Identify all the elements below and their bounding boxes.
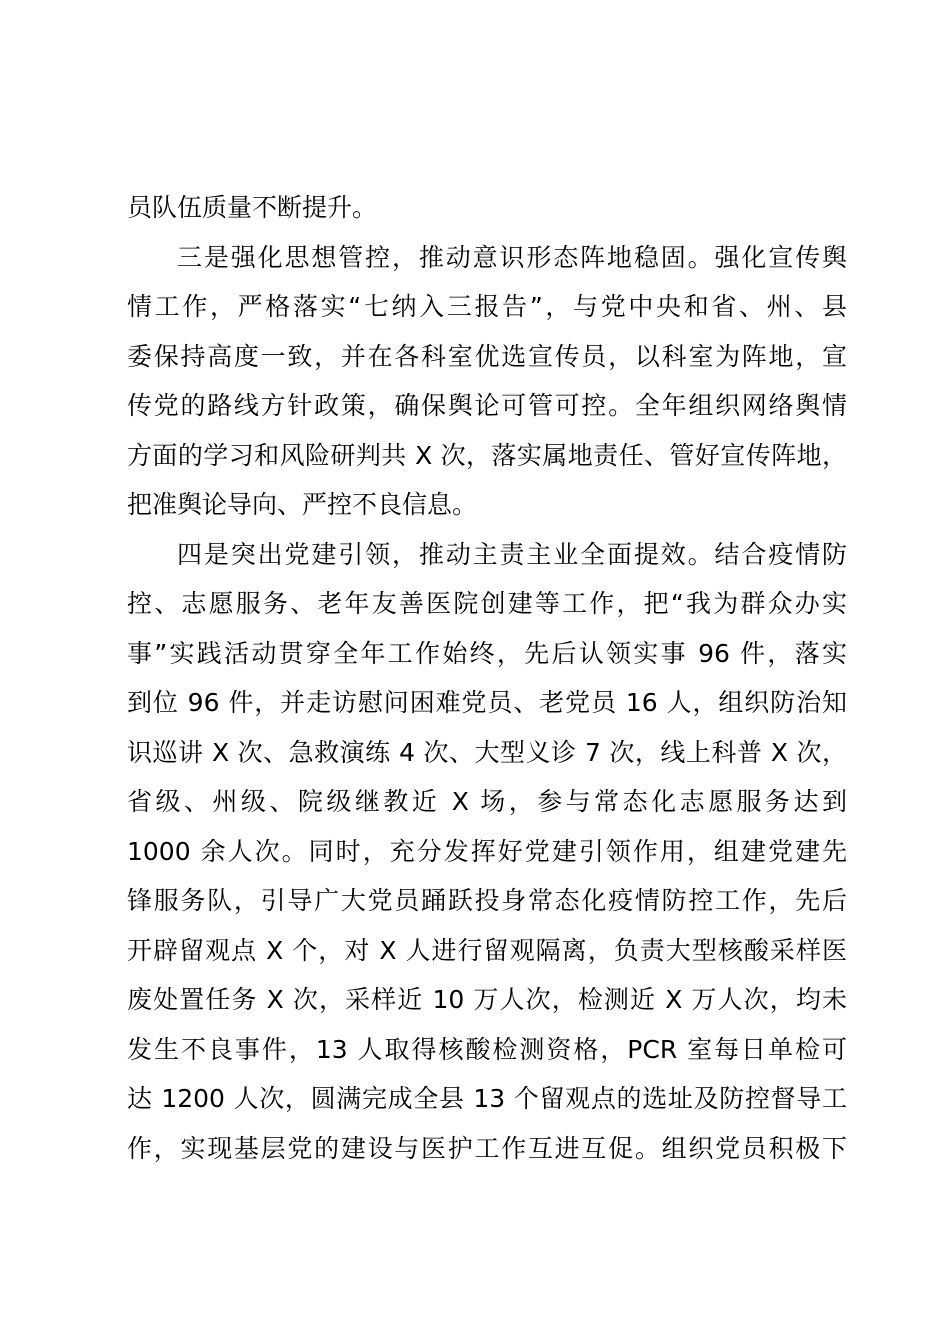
paragraph-line: 1000 余人次。同时，充分发挥好党建引领作用，组建党建先 — [127, 836, 847, 866]
paragraph-line: 废处置任务 X 次，采样近 10 万人次，检测近 X 万人次，均未 — [127, 985, 847, 1014]
paragraph-line: 省级、州级、院级继教近 X 场，参与常态化志愿服务达到 — [127, 787, 847, 816]
paragraph-line: 三是强化思想管控，推动意识形态阵地稳固。强化宣传舆 — [177, 242, 847, 272]
paragraph-line: 达 1200 人次，圆满完成全县 13 个留观点的选址及防控督导工 — [127, 1084, 847, 1113]
paragraph-line: 到位 96 件，并走访慰问困难党员、老党员 16 人，组织防治知 — [127, 688, 847, 717]
paragraph-line: 锋服务队，引导广大党员踊跃投身常态化疫情防控工作，先后 — [127, 886, 847, 915]
paragraph-line: 情工作，严格落实“七纳入三报告”，与党中央和省、州、县 — [127, 292, 847, 321]
paragraph-line: 员队伍质量不断提升。 — [127, 193, 378, 222]
paragraph-line: 事”实践活动贯穿全年工作始终，先后认领实事 96 件，落实 — [127, 638, 847, 668]
paragraph-line: 把准舆论导向、严控不良信息。 — [127, 490, 478, 519]
paragraph-line: 四是突出党建引领，推动主责主业全面提效。结合疫情防 — [177, 539, 847, 569]
paragraph-line: 发生不良事件，13 人取得核酸检测资格，PCR 室每日单检可 — [127, 1034, 847, 1064]
paragraph-line: 识巡讲 X 次、急救演练 4 次、大型义诊 7 次，线上科普 X 次， — [127, 737, 847, 767]
paragraph-line: 方面的学习和风险研判共 X 次，落实属地责任、管好宣传阵地， — [127, 440, 847, 470]
paragraph-line: 开辟留观点 X 个，对 X 人进行留观隔离，负责大型核酸采样医 — [127, 935, 847, 965]
paragraph-line: 传党的路线方针政策，确保舆论可管可控。全年组织网络舆情 — [127, 391, 847, 420]
paragraph-line: 作，实现基层党的建设与医护工作互进互促。组织党员积极下 — [127, 1133, 847, 1163]
paragraph-line: 委保持高度一致，并在各科室优选宣传员，以科室为阵地，宣 — [127, 341, 847, 371]
paragraph-line: 控、志愿服务、老年友善医院创建等工作，把“我为群众办实 — [127, 589, 847, 618]
document-body — [127, 183, 847, 1173]
